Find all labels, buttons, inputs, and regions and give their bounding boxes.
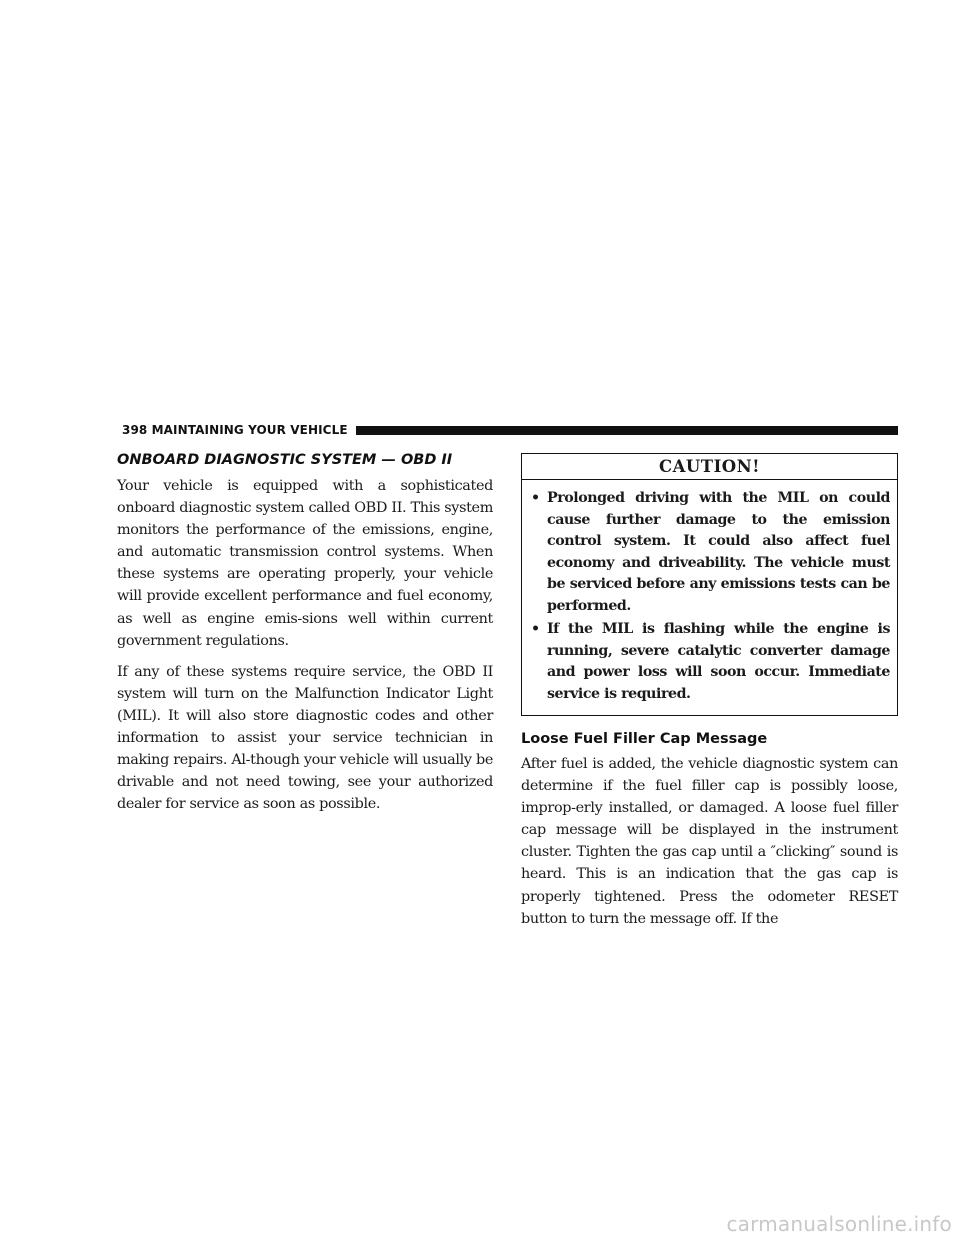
caution-item-text: Prolonged driving with the MIL on could cause further damage to the emission control system. It could also affect fuel economy and driveability. The vehicle must be serviced before any emissions tests can be performed. (547, 490, 890, 614)
caution-box (521, 453, 898, 716)
subsection-title: Loose Fuel Filler Cap Message (521, 731, 768, 747)
obd-intro-paragraph: Your vehicle is equipped with a sophisticated onboard diagnostic system called OBD II. This system monitors the performance of the emissions, engine, and automatic transmission control systems. When these systems are operating properly, your vehicle will provide excellent performance and fuel economy, as well as engine emis-sions well within current government regulations. (117, 478, 493, 649)
page-header-text: 398 MAINTAINING YOUR VEHICLE (122, 423, 348, 437)
caution-item (531, 619, 890, 705)
watermark: carmanualsonline.info (726, 1212, 952, 1236)
bullet-icon: • (531, 621, 540, 637)
caution-item-text: If the MIL is flashing while the engine is running, severe catalytic converter damage and power loss will soon occur. Immediate service is required. (547, 621, 890, 702)
header-rule (356, 426, 898, 435)
right-column (521, 453, 898, 939)
page-header (122, 423, 898, 437)
caution-list (522, 480, 897, 715)
fuel-cap-paragraph: After fuel is added, the vehicle diagnostic system can determine if the fuel filler cap is possibly loose, improp-erly installed, or damaged. A loose fuel filler cap message will be displayed in the instrument cluster. Tighten the gas cap until a ″clicking″ sound is heard. This is an indication that the gas cap is properly tightened. Press the odometer RESET button to turn the message off. If the (521, 756, 898, 927)
left-column (117, 450, 493, 824)
obd-service-paragraph: If any of these systems require service, the OBD II system will turn on the Malfunction Indicator Light (MIL). It will also store diagnostic codes and other information to assist your service technician in making repairs. Al-though your vehicle will usually be drivable and not need towing, see your authorized dealer for service as soon as possible. (117, 663, 493, 813)
bullet-icon: • (531, 490, 540, 506)
caution-title: CAUTION! (522, 454, 897, 480)
caution-item (531, 488, 890, 617)
section-title: ONBOARD DIAGNOSTIC SYSTEM — OBD II (117, 452, 453, 468)
